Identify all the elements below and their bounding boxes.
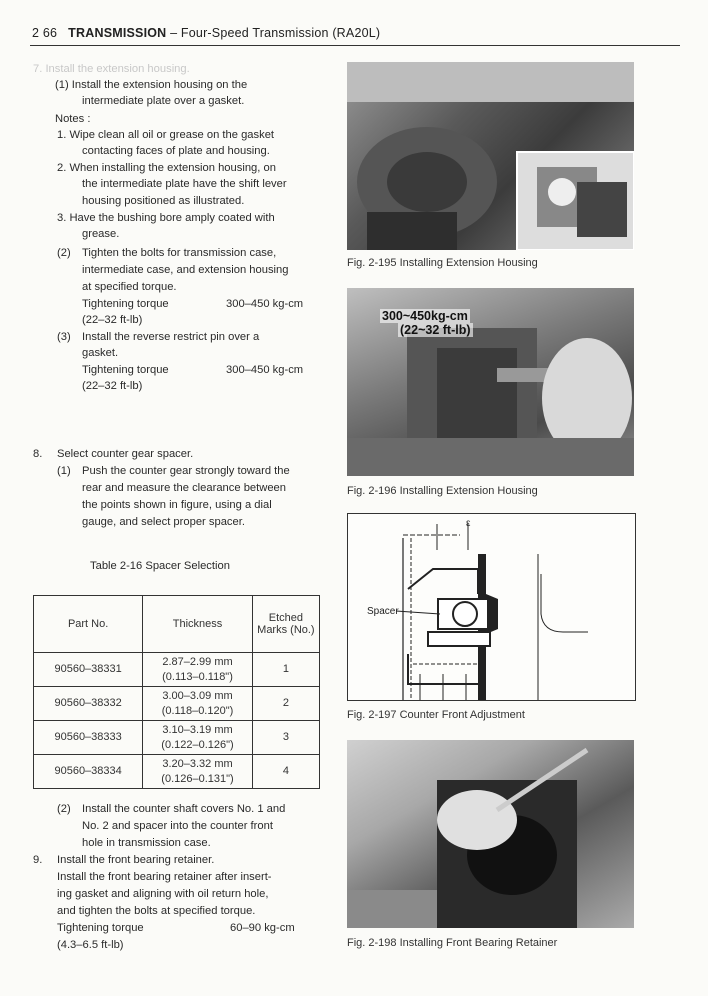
- note2-line-c: housing positioned as illustrated.: [82, 195, 245, 207]
- thickness-in: (0.113–0.118"): [162, 670, 233, 683]
- step9-num: 9.: [33, 854, 43, 866]
- step8-title: Select counter gear spacer.: [57, 448, 194, 460]
- torque1-ft: (22–32 ft-lb): [82, 314, 143, 326]
- header-rule: [30, 45, 680, 46]
- step7-sub2-line-c: at specified torque.: [82, 281, 177, 293]
- fig198-caption: Fig. 2-198 Installing Front Bearing Retainer: [347, 937, 558, 949]
- step9-torque-label: Tightening torque: [57, 922, 144, 934]
- step8-sub2-line-c: hole in transmission case.: [82, 837, 211, 849]
- cell-part: 90560–38333: [34, 721, 143, 755]
- col-header-part: Part No.: [34, 596, 143, 653]
- step8-sub1-line-a: Push the counter gear strongly toward the: [82, 465, 290, 477]
- note2-line-a: 2. When installing the extension housing, on: [57, 162, 276, 174]
- thickness-in: (0.122–0.126"): [161, 738, 234, 751]
- page-header: [32, 26, 380, 40]
- fig195-photo: [347, 62, 634, 250]
- fig196-caption: Fig. 2-196 Installing Extension Housing: [347, 485, 538, 497]
- step7-sub1-line-b: intermediate plate over a gasket.: [82, 95, 245, 107]
- step8-sub1-num: (1): [57, 465, 71, 477]
- cell-part: 90560–38331: [34, 653, 143, 687]
- cell-part: 90560–38334: [34, 755, 143, 789]
- fig195-caption: Fig. 2-195 Installing Extension Housing: [347, 257, 538, 269]
- cell-thickness: [143, 721, 253, 755]
- step7-sub3-num: (3): [57, 331, 71, 343]
- note3-line-a: 3. Have the bushing bore amply coated with: [57, 212, 275, 224]
- torque1-value: 300–450 kg-cm: [226, 298, 304, 310]
- table-row: [34, 721, 320, 755]
- step7-sub2-num: (2): [57, 247, 71, 259]
- step8-sub2-line-b: No. 2 and spacer into the counter front: [82, 820, 273, 832]
- step9-line-b: ing gasket and aligning with oil return hole,: [57, 888, 269, 900]
- torque2-label: Tightening torque: [82, 364, 169, 376]
- step7-sub3-line-b: gasket.: [82, 347, 119, 359]
- chapter-subtitle: – Four-Speed Transmission (RA20L): [170, 26, 381, 40]
- step7-title: 7. Install the extension housing.: [33, 63, 190, 75]
- step8-sub1-line-d: gauge, and select proper spacer.: [82, 516, 245, 528]
- table-caption: Table 2-16 Spacer Selection: [90, 560, 230, 572]
- cell-thickness: [143, 653, 253, 687]
- thickness-mm: 3.20–3.32 mm: [162, 757, 233, 770]
- spacer-selection-table: [33, 595, 320, 789]
- note1-line-b: contacting faces of plate and housing.: [82, 145, 270, 157]
- table-row: [34, 755, 320, 789]
- step9-line-a: Install the front bearing retainer after insert-: [57, 871, 272, 883]
- step8-sub1-line-b: rear and measure the clearance between: [82, 482, 286, 494]
- step7-sub2-line-a: Tighten the bolts for transmission case,: [82, 247, 277, 259]
- fig198-illustration: [347, 740, 634, 928]
- step7-sub1: [55, 77, 317, 93]
- note1-line-a: 1. Wipe clean all oil or grease on the gasket: [57, 129, 275, 141]
- step8-sub2-num: (2): [57, 803, 71, 815]
- cell-thickness: [143, 687, 253, 721]
- note2-line-b: the intermediate plate have the shift lever: [82, 178, 287, 190]
- step8-sub1-line-c: the points shown in figure, using a dial: [82, 499, 272, 511]
- step7-sub3-line-a: Install the reverse restrict pin over a: [82, 331, 260, 343]
- fig197-clearance-symbol: ε: [466, 518, 471, 529]
- fig197-caption: Fig. 2-197 Counter Front Adjustment: [347, 709, 525, 721]
- cell-mark: 1: [252, 653, 319, 687]
- chapter-title: TRANSMISSION: [68, 26, 167, 40]
- torque2-value: 300–450 kg-cm: [226, 364, 304, 376]
- torque1-label: Tightening torque: [82, 298, 169, 310]
- cell-mark: 2: [252, 687, 319, 721]
- thickness-in: (0.126–0.131"): [161, 772, 234, 785]
- step7-sub1-text-a: (1) Install the extension housing on the: [55, 79, 248, 91]
- step8-sub2-line-a: Install the counter shaft covers No. 1 and: [82, 803, 286, 815]
- step9-torque-value: 60–90 kg-cm: [230, 922, 295, 934]
- thickness-mm: 3.10–3.19 mm: [162, 723, 233, 736]
- step9-line-c: and tighten the bolts at specified torque.: [57, 905, 256, 917]
- torque2-ft: (22–32 ft-lb): [82, 380, 143, 392]
- cell-mark: 4: [252, 755, 319, 789]
- table-row: [34, 653, 320, 687]
- fig198-photo: [347, 740, 634, 928]
- cell-thickness: [143, 755, 253, 789]
- fig195-illustration: [347, 62, 634, 250]
- step7-sub1-line-a: [55, 77, 317, 93]
- thickness-mm: 2.87–2.99 mm: [162, 655, 233, 668]
- fig197-spacer-label: Spacer: [367, 606, 399, 617]
- step9-title: Install the front bearing retainer.: [57, 854, 215, 866]
- thickness-mm: 3.00–3.09 mm: [162, 689, 233, 702]
- step9-torque-ft: (4.3–6.5 ft-lb): [57, 939, 124, 951]
- fig196-torque-label-b: (22~32 ft-lb): [400, 323, 471, 337]
- step8-num: 8.: [33, 448, 43, 460]
- col-header-thickness: Thickness: [143, 596, 253, 653]
- table-header-row: [34, 596, 320, 653]
- thickness-in: (0.118–0.120"): [161, 704, 234, 717]
- cell-mark: 3: [252, 721, 319, 755]
- notes-label: Notes :: [55, 113, 91, 125]
- table-row: [34, 687, 320, 721]
- page-number: 2 66: [32, 26, 58, 40]
- note3-line-b: grease.: [82, 228, 120, 240]
- col-header-marks: Etched Marks (No.): [252, 596, 319, 653]
- step7-sub2-line-b: intermediate case, and extension housing: [82, 264, 289, 276]
- fig196-torque-label-a: 300~450kg-cm: [382, 309, 468, 323]
- cell-part: 90560–38332: [34, 687, 143, 721]
